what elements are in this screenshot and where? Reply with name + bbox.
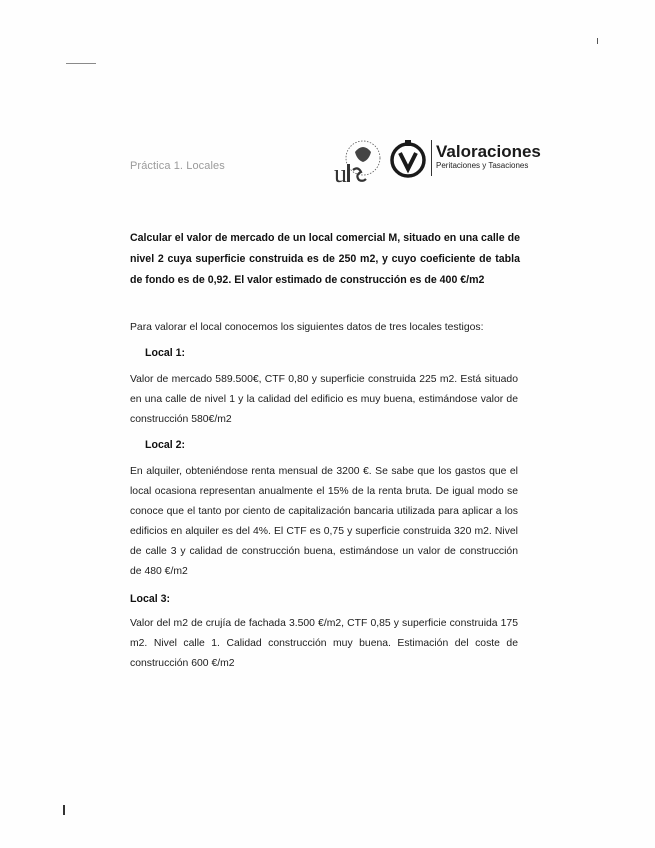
local-2-text: En alquiler, obteniéndose renta mensual de 3200 €. Se sabe que los gastos que el local ocasiona representan anualmente el 15% de la renta bruta. De igual modo se conoce que el tanto por ciento de capitalización bancaria utilizada para aplicar a los edificios en alquiler es del 4%. El CTF es 0,75 y superficie construida 320 m2. Nivel de calle 3 y calidad de construcción buena, estimándose un valor de construcción de 480 €/m2: [130, 466, 518, 577]
logo-subtitle: Peritaciones y Tasaciones: [436, 161, 529, 170]
local-1-text: Valor de mercado 589.500€, CTF 0,80 y superficie construida 225 m2. Está situado en una calle de nivel 1 y la calidad del edificio es muy buena, estimándose valor de construcción 580€/m2: [130, 374, 518, 425]
witnesses-intro: Para valorar el local conocemos los siguientes datos de tres locales testigos:: [130, 322, 484, 333]
logo-title: Valoraciones: [436, 142, 541, 161]
university-seal-logo: [333, 138, 385, 188]
problem-statement: Calcular el valor de mercado de un local comercial M, situado en una calle de nivel 2 cuya superficie construida es de 250 m2, y cuyo coeficiente de tabla de fondo es de 0,92. El valor estimado de construcción es de 400 €/m2: [130, 232, 520, 286]
scan-mark: [597, 38, 598, 44]
scan-mark: [63, 805, 65, 815]
valoraciones-logo-text: [436, 142, 541, 171]
valoraciones-mark-icon: [388, 139, 428, 179]
local-3-heading: Local 3:: [130, 593, 171, 605]
logo-divider: [431, 140, 432, 176]
local-3-text: Valor del m2 de crujía de fachada 3.500 €/m2, CTF 0,85 y superficie construida 175 m2. Nivel calle 1. Calidad construcción muy buena. Estimación del coste de construcción 600 €/m2: [130, 618, 518, 669]
svg-text:u: u: [334, 159, 347, 188]
header-label: Práctica 1. Locales: [130, 160, 225, 172]
scan-mark: [66, 63, 96, 64]
local-1-heading: Local 1:: [145, 347, 186, 359]
local-2-heading: Local 2:: [145, 439, 186, 451]
